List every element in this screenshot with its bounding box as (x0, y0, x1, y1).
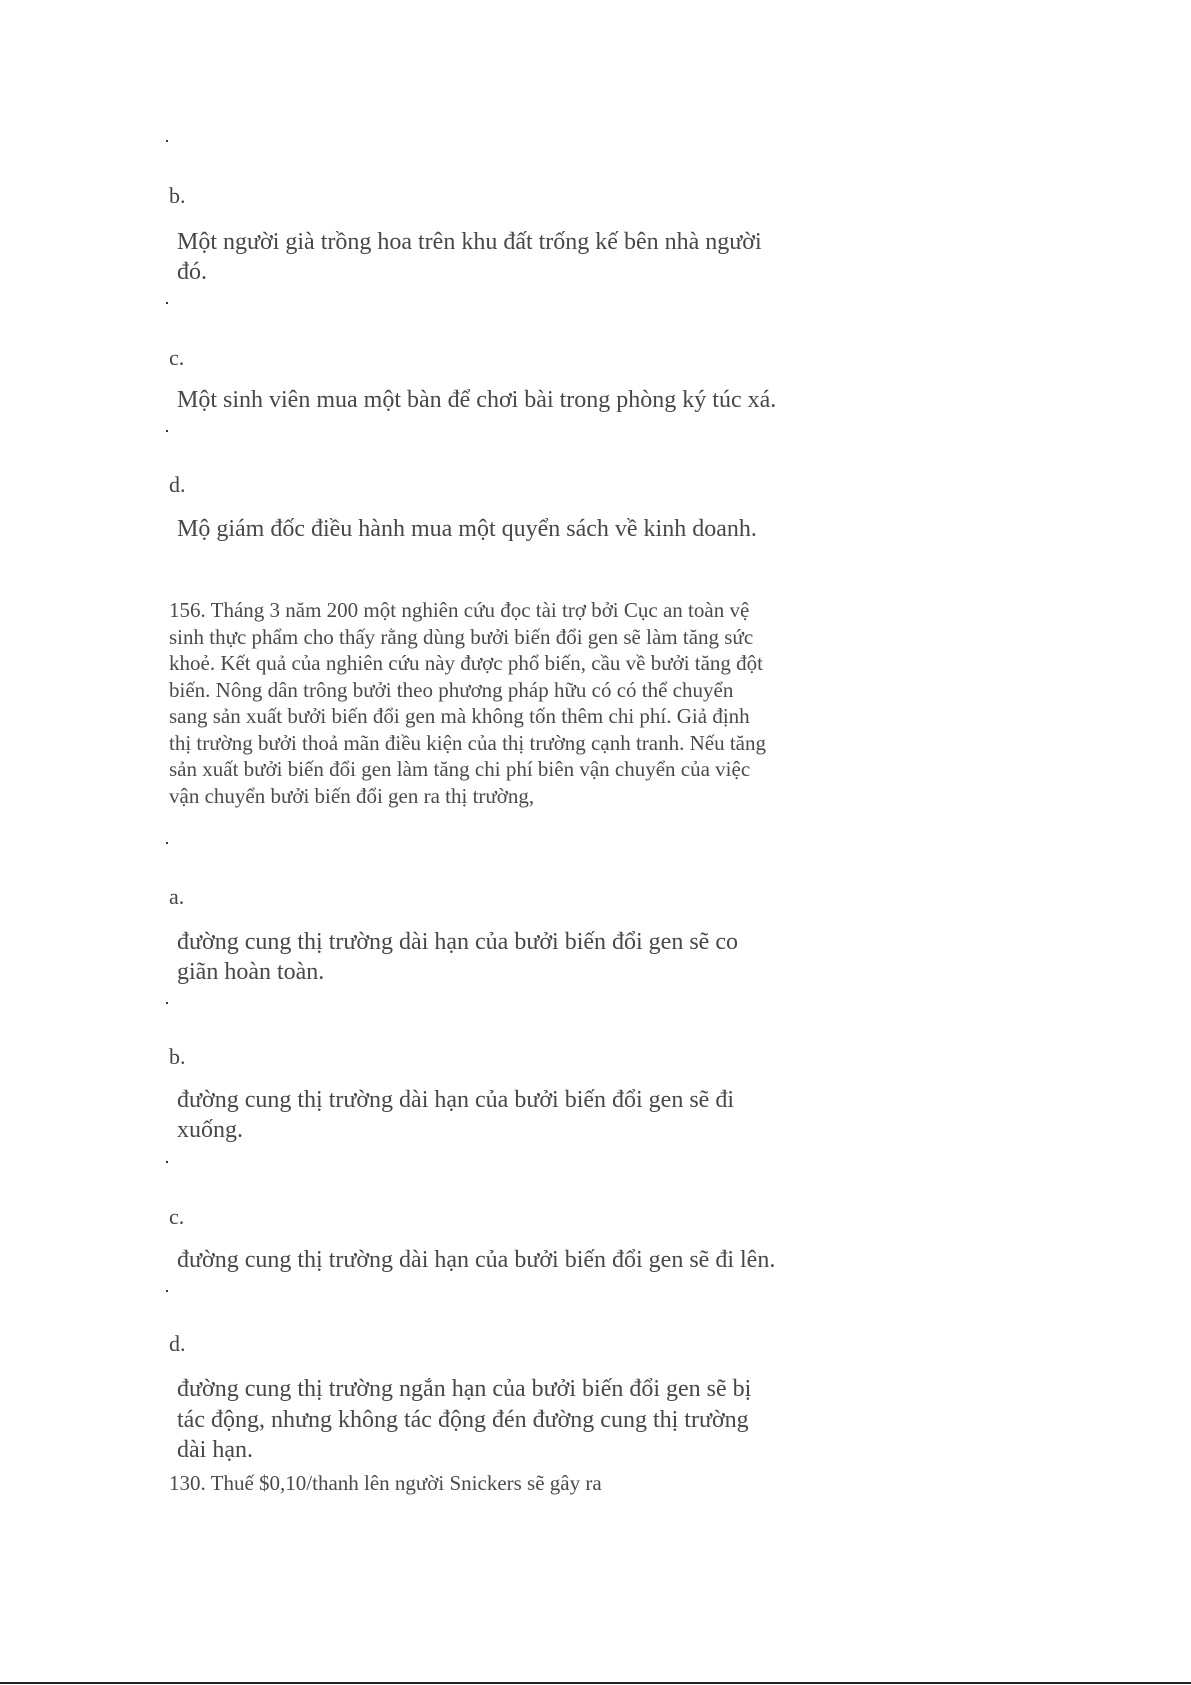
question-line: sản xuất bưởi biến đổi gen làm tăng chi phí biên vận chuyển của việc (169, 757, 751, 781)
bullet-dot (166, 302, 168, 304)
question-line: 156. Tháng 3 năm 200 một nghiên cứu đọc tài trợ bởi Cục an toàn vệ (169, 598, 750, 622)
option-c-label: c. (169, 345, 185, 370)
question-line: biến. Nông dân trông bưởi theo phương pháp hữu có có thể chuyển (169, 677, 734, 702)
option-a-text-line-1: đường cung thị trường dài hạn của bưởi biến đổi gen sẽ co (177, 929, 738, 955)
option-b-text-line-1: Một người già trồng hoa trên khu đất trống kế bên nhà người (177, 229, 762, 255)
option-c-text: Một sinh viên mua một bàn để chơi bài trong phòng ký túc xá. (177, 387, 777, 413)
option-d-label: d. (169, 1331, 186, 1356)
page-bottom-rule (0, 1682, 1191, 1684)
option-b-text-line-2: xuống. (177, 1117, 243, 1143)
option-d-text-line-3: dài hạn. (177, 1437, 253, 1463)
option-b-label: b. (169, 183, 186, 208)
bullet-dot (166, 1002, 168, 1004)
question-line: khoẻ. Kết quả của nghiên cứu này được phổ biến, cầu về bưởi tăng đột (169, 651, 764, 675)
question-line: vận chuyển bưởi biến đổi gen ra thị trường, (169, 783, 535, 808)
bullet-dot (166, 140, 168, 142)
bullet-dot (166, 1290, 168, 1292)
bullet-dot (166, 1161, 168, 1163)
option-d-text-line-2: tác động, nhưng không tác động đén đường cung thị trường (177, 1407, 749, 1433)
question-line: thị trường bưởi thoả mãn điều kiện của thị trường cạnh tranh. Nếu tăng (169, 730, 766, 755)
option-b-text-line-1: đường cung thị trường dài hạn của bưởi biến đổi gen sẽ đi (177, 1087, 734, 1113)
bullet-dot (166, 842, 168, 844)
question-line: sang sản xuất bưởi biến đổi gen mà không tốn thêm chi phí. Giả định (169, 704, 750, 728)
option-b-text-line-2: đó. (177, 259, 207, 285)
option-c-label: c. (169, 1204, 185, 1229)
option-b-label: b. (169, 1044, 186, 1069)
option-c-text: đường cung thị trường dài hạn của bưởi biến đổi gen sẽ đi lên. (177, 1247, 776, 1273)
bullet-dot (166, 430, 168, 432)
question-130: 130. Thuế $0,10/thanh lên người Snickers sẽ gây ra (169, 1471, 602, 1495)
option-a-text-line-2: giãn hoàn toàn. (177, 959, 325, 985)
option-a-label: a. (169, 884, 185, 909)
option-d-text: Mộ giám đốc điều hành mua một quyển sách về kinh doanh. (177, 516, 757, 542)
option-d-text-line-1: đường cung thị trường ngắn hạn của bưởi biến đổi gen sẽ bị (177, 1376, 752, 1402)
question-line: sinh thực phẩm cho thấy rằng dùng bưởi biến đổi gen sẽ làm tăng sức (169, 624, 754, 649)
option-d-label: d. (169, 472, 186, 497)
